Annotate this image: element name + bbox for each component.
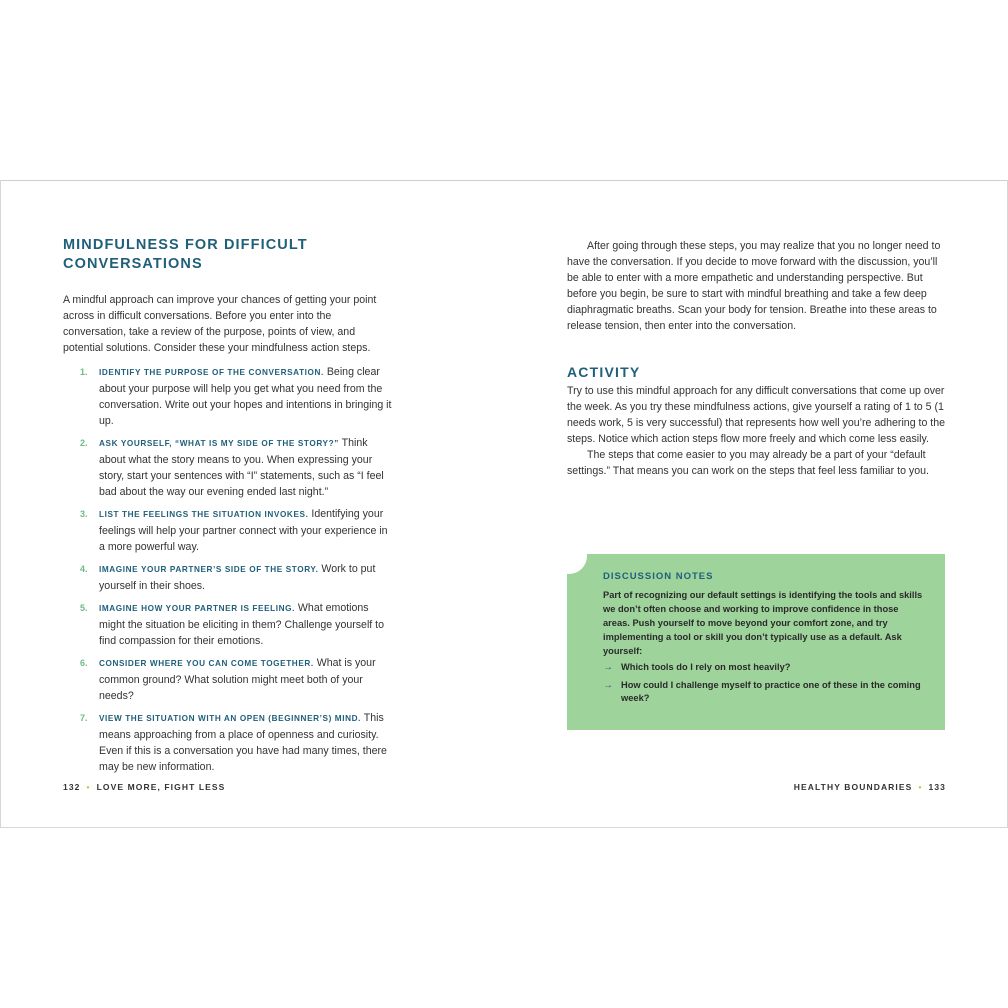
section-name: HEALTHY BOUNDARIES — [793, 782, 913, 792]
step-item — [63, 710, 393, 775]
continuation-paragraph: After going through these steps, you may realize that you no longer need to have the conversation. If you decide to move forward with the discussion, you’ll be able to enter with a more empathetic and understanding perspective. But before you begin, be sure to start with mindful breathing and take a few deep diaphragmatic breaths. Scan your body for tension. Breathe into these areas to release tension, then enter into the conversation. — [567, 240, 941, 332]
step-item — [63, 506, 393, 555]
left-page — [63, 236, 393, 781]
footer-separator: • — [86, 782, 91, 792]
step-number: 3. — [80, 509, 88, 519]
step-lead: IMAGINE YOUR PARTNER’S SIDE OF THE STORY. — [99, 565, 319, 574]
step-text: Think about what the story means to you. When expressing your story, start your sentences with “I” statements, such as “I feel bad about the way our evening ended last night.” — [99, 437, 384, 498]
intro-paragraph: A mindful approach can improve your chances of getting your point across in difficult conversations. Before you enter into the conversation, take a review of the purpose, points of view, and potential solutions. Consider these your mindfulness action steps. — [63, 294, 377, 354]
step-text: Work to put yourself in their shoes. — [99, 563, 376, 592]
step-lead: CONSIDER WHERE YOU CAN COME TOGETHER. — [99, 659, 314, 668]
step-text: Being clear about your purpose will help you get what you need from the conversation. Write out your hopes and intentions in bringing it up. — [99, 366, 392, 427]
step-number: 7. — [80, 713, 88, 723]
section-title: MINDFULNESS FOR DIFFICULT CONVERSATIONS — [63, 237, 308, 272]
step-text: What is your common ground? What solution might meet both of your needs? — [99, 657, 376, 702]
step-lead: VIEW THE SITUATION WITH AN OPEN (BEGINNER’S) MIND. — [99, 714, 361, 723]
discussion-notes-body: Part of recognizing our default settings is identifying the tools and skills we don’t often choose and working to improve confidence in those areas. Push yourself to move beyond your comfort zone, and try implementing a tool or skill you don’t typically use as a default. Ask yourself: — [603, 590, 923, 656]
activity-paragraph-2: The steps that come easier to you may already be a part of your “default settings.” That means you can work on the steps that feel less familiar to you. — [567, 449, 929, 477]
step-item — [63, 561, 393, 594]
activity-title: ACTIVITY — [567, 364, 641, 380]
arrow-right-icon: → — [603, 679, 613, 691]
left-edge — [0, 180, 1, 828]
step-text: Identifying your feelings will help your partner connect with your experience in a more powerful way. — [99, 508, 388, 553]
footer-separator: • — [918, 782, 923, 792]
step-number: 6. — [80, 658, 88, 668]
step-item — [63, 600, 393, 649]
step-item — [63, 655, 393, 704]
question-item — [603, 661, 923, 675]
question-item — [603, 679, 923, 706]
book-title: LOVE MORE, FIGHT LESS — [96, 782, 226, 792]
step-number: 2. — [80, 438, 88, 448]
step-item — [63, 435, 393, 500]
step-lead: LIST THE FEELINGS THE SITUATION INVOKES. — [99, 510, 309, 519]
corner-decoration — [567, 554, 587, 574]
arrow-right-icon: → — [603, 662, 613, 673]
step-number: 1. — [80, 367, 88, 377]
question-text: Which tools do I rely on most heavily? — [621, 662, 791, 672]
page-number: 132 — [63, 782, 81, 792]
discussion-notes-box — [567, 554, 945, 730]
step-text: What emotions might the situation be eliciting in them? Challenge yourself to find compassion for their emotions. — [99, 602, 385, 647]
discussion-notes-title: DISCUSSION NOTES — [603, 571, 714, 582]
right-footer — [794, 782, 946, 792]
step-lead: IMAGINE HOW YOUR PARTNER IS FEELING. — [99, 604, 295, 613]
question-text: How could I challenge myself to practice one of these in the coming week? — [621, 679, 921, 703]
step-item — [63, 364, 393, 429]
step-text: This means approaching from a place of openness and curiosity. Even if this is a conversation you have had many times, there may be new information. — [99, 712, 387, 773]
step-number: 4. — [80, 564, 88, 574]
page-number: 133 — [928, 782, 946, 792]
step-lead: IDENTIFY THE PURPOSE OF THE CONVERSATION. — [99, 368, 324, 377]
activity-paragraph-1: Try to use this mindful approach for any difficult conversations that come up over the week. As you try these mindfulness actions, give yourself a rating of 1 to 5 (1 needs work, 5 is very successful) that represents how well you’re adhering to the steps. Notice which action steps flow more freely and which come less easily. — [567, 385, 946, 445]
discussion-questions — [603, 661, 923, 706]
right-page — [567, 238, 947, 479]
left-footer — [63, 782, 225, 792]
step-number: 5. — [80, 603, 88, 613]
action-steps-list — [63, 364, 393, 775]
step-lead: ASK YOURSELF, “WHAT IS MY SIDE OF THE STORY?” — [99, 439, 339, 448]
